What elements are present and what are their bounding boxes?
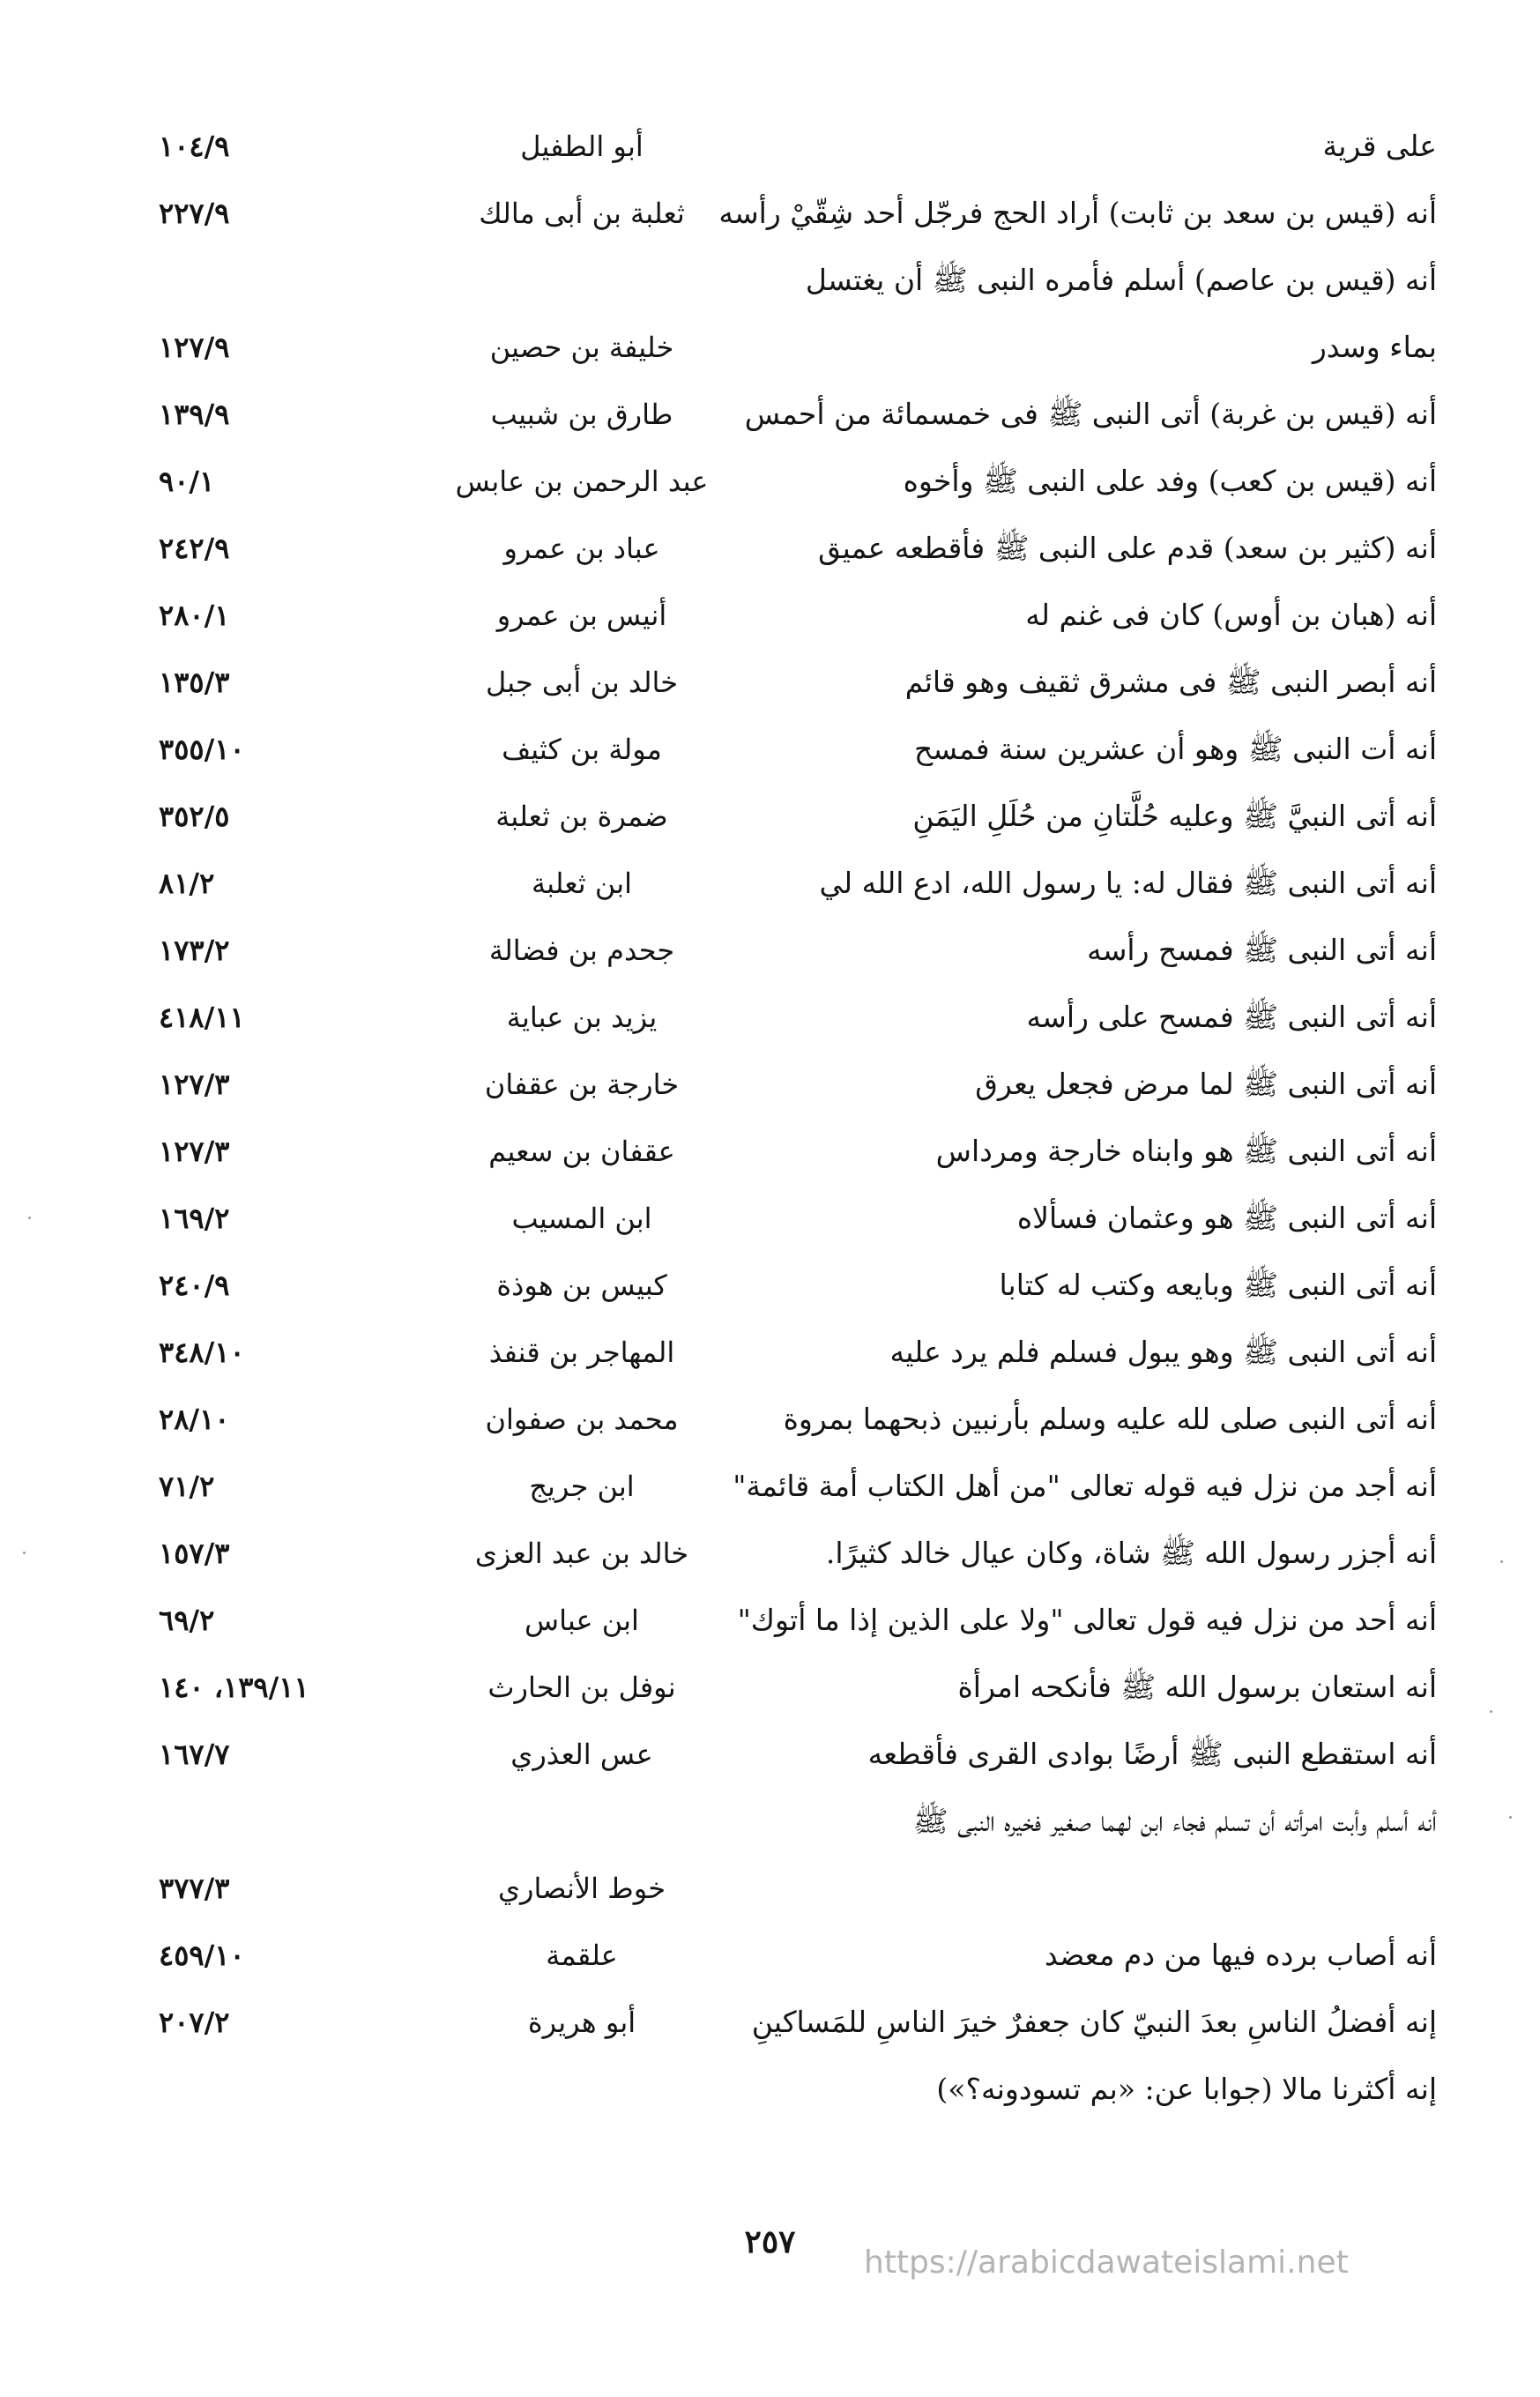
- index-row: [159, 1922, 1437, 1989]
- hadith-text: أنه (قيس بن كعب) وفد على النبى ﷺ وأخوه: [903, 464, 1437, 498]
- scan-speck: [23, 1552, 26, 1554]
- index-row: [159, 984, 1437, 1051]
- index-row: [159, 448, 1437, 515]
- index-row: [159, 1118, 1437, 1185]
- hadith-text: أنه (قيس بن غربة) أتى النبى ﷺ فى خمسمائة من أحمس: [744, 397, 1437, 431]
- index-row: [159, 582, 1437, 649]
- index-row: [159, 1386, 1437, 1453]
- hadith-text: أنه أتى النبى ﷺ هو وابناه خارجة ومرداس: [935, 1134, 1437, 1168]
- volume-page-reference: ٢٨/١٠: [159, 1403, 230, 1436]
- volume-page-reference: ١٣٥/٣: [159, 666, 230, 699]
- hadith-text: أنه استعان برسول الله ﷺ فأنكحه امرأة: [957, 1670, 1437, 1704]
- narrator-name: عس العذري: [510, 1738, 653, 1771]
- index-row: [159, 850, 1437, 917]
- narrator-name: محمد بن صفوان: [485, 1403, 679, 1436]
- hadith-text: على قرية: [1322, 129, 1437, 163]
- hadith-text: أنه أتى النبيَّ ﷺ وعليه حُلَّتانِ من حُلَلِ اليَمَنِ: [912, 799, 1437, 833]
- index-row: [159, 1185, 1437, 1252]
- hadith-text: أنه أصاب برده فيها من دم معضد: [1044, 1938, 1437, 1972]
- index-row: [159, 716, 1437, 783]
- hadith-text: إنه أفضلُ الناسِ بعدَ النبيّ كان جعفرٌ خيرَ الناسِ للمَساكينِ: [751, 2005, 1437, 2039]
- index-row: [159, 1721, 1437, 1788]
- volume-page-reference: ٩٠/١: [159, 465, 215, 498]
- narrator-name: ابن ثعلبة: [531, 867, 633, 900]
- volume-page-reference: ١٣٩/١١، ١٤٠: [159, 1671, 309, 1704]
- index-row: [159, 649, 1437, 716]
- index-row: [159, 783, 1437, 850]
- narrator-name: المهاجر بن قنفذ: [488, 1336, 675, 1369]
- volume-page-reference: ٤١٨/١١: [159, 1001, 245, 1034]
- narrator-name: مولة بن كثيف: [502, 733, 662, 766]
- narrator-name: ثعلبة بن أبى مالك: [479, 197, 685, 230]
- volume-page-reference: ٢٠٧/٢: [159, 2006, 230, 2039]
- narrator-name: جحدم بن فضالة: [488, 934, 675, 967]
- hadith-text: أنه أتى النبى ﷺ فمسح رأسه: [1087, 933, 1437, 967]
- volume-page-reference: ١٥٧/٣: [159, 1537, 230, 1570]
- volume-page-reference: ١٠٤/٩: [159, 130, 230, 163]
- hadith-text: أنه أسلم وأبت امرأته أن تسلم فجاء ابن لهما صغير فخيره النبى ﷺ: [912, 1804, 1437, 1838]
- hadith-index-table: [159, 113, 1437, 2123]
- narrator-name: يزيد بن عباية: [506, 1001, 658, 1034]
- volume-page-reference: ٢٨٠/١: [159, 599, 230, 632]
- hadith-text: أنه (هبان بن أوس) كان فى غنم له: [1025, 598, 1437, 632]
- hadith-text: أنه أجد من نزل فيه قوله تعالى "من أهل الكتاب أمة قائمة": [733, 1469, 1437, 1503]
- volume-page-reference: ٣٥٥/١٠: [159, 733, 245, 766]
- hadith-text: أنه أتى النبى ﷺ وبايعه وكتب له كتابا: [999, 1268, 1437, 1302]
- index-row: [159, 1252, 1437, 1319]
- index-row: [159, 1051, 1437, 1118]
- hadith-text: أنه أجزر رسول الله ﷺ شاة، وكان عيال خالد كثيرًا.: [825, 1536, 1437, 1570]
- narrator-name: عبد الرحمن بن عابس: [455, 465, 709, 498]
- volume-page-reference: ١٢٧/٣: [159, 1135, 230, 1168]
- index-row: [159, 1520, 1437, 1587]
- scan-speck: [1500, 1560, 1503, 1563]
- narrator-name: ابن جريج: [529, 1470, 635, 1503]
- volume-page-reference: ١٢٧/٩: [159, 331, 230, 364]
- hadith-text: أنه استقطع النبى ﷺ أرضًا بوادى القرى فأقطعه: [867, 1737, 1437, 1771]
- index-row: [159, 1319, 1437, 1386]
- index-row: [159, 515, 1437, 582]
- narrator-name: طارق بن شبيب: [490, 398, 673, 431]
- narrator-name: ابن المسيب: [511, 1202, 652, 1235]
- index-row: [159, 1654, 1437, 1721]
- volume-page-reference: ١٦٩/٢: [159, 1202, 230, 1235]
- index-row: [159, 1989, 1437, 2056]
- hadith-text: أنه (قيس بن عاصم) أسلم فأمره النبى ﷺ أن يغتسل بماء وسدر: [805, 263, 1437, 364]
- index-row: [159, 1788, 1437, 1922]
- volume-page-reference: ٣٤٨/١٠: [159, 1336, 245, 1369]
- hadith-text: أنه أحد من نزل فيه قول تعالى "ولا على الذين إذا ما أتوك": [737, 1603, 1437, 1637]
- hadith-text: أنه أتى النبى ﷺ لما مرض فجعل يعرق: [975, 1067, 1437, 1101]
- volume-page-reference: ٤٥٩/١٠: [159, 1939, 245, 1972]
- volume-page-reference: ٧١/٢: [159, 1470, 215, 1503]
- hadith-text: أنه أتى النبى صلى لله عليه وسلم بأرنبين ذبحهما بمروة: [783, 1402, 1437, 1436]
- narrator-name: أبو الطفيل: [520, 130, 644, 163]
- index-row: [159, 2056, 1437, 2123]
- volume-page-reference: ٢٢٧/٩: [159, 197, 230, 230]
- index-row: [159, 381, 1437, 448]
- narrator-name: خارجة بن عقفان: [484, 1068, 680, 1101]
- scan-speck: [28, 1217, 31, 1219]
- narrator-name: ضمرة بن ثعلبة: [495, 800, 668, 833]
- volume-page-reference: ١٢٧/٣: [159, 1068, 230, 1101]
- narrator-name: خالد بن عبد العزى: [474, 1537, 689, 1570]
- volume-page-reference: ٨١/٢: [159, 867, 215, 900]
- narrator-name: كبيس بن هوذة: [496, 1269, 667, 1302]
- page-number: ٢٥٧: [744, 2223, 796, 2260]
- watermark-url: https://arabicdawateislami.net: [864, 2244, 1349, 2281]
- narrator-name: عباد بن عمرو: [503, 532, 660, 565]
- hadith-text: أنه أت النبى ﷺ وهو أن عشرين سنة فمسح: [913, 732, 1437, 766]
- volume-page-reference: ١٧٣/٢: [159, 934, 230, 967]
- narrator-name: أبو هريرة: [527, 2006, 636, 2039]
- index-row: [159, 1587, 1437, 1654]
- volume-page-reference: ٦٩/٢: [159, 1604, 215, 1637]
- narrator-name: خوط الأنصاري: [497, 1872, 666, 1905]
- volume-page-reference: ٣٧٧/٣: [159, 1872, 230, 1905]
- narrator-name: نوفل بن الحارث: [487, 1671, 676, 1704]
- hadith-text: أنه أبصر النبى ﷺ فى مشرق ثقيف وهو قائم: [904, 665, 1437, 699]
- narrator-name: خليفة بن حصين: [489, 331, 674, 364]
- volume-page-reference: ٢٤٢/٩: [159, 532, 230, 565]
- index-row: [159, 247, 1437, 381]
- hadith-text: أنه (قيس بن سعد بن ثابت) أراد الحج فرجّل أحد شِقّيْ رأسه: [718, 196, 1437, 230]
- narrator-name: أنيس بن عمرو: [496, 599, 667, 632]
- volume-page-reference: ٢٤٠/٩: [159, 1269, 230, 1302]
- volume-page-reference: ١٣٩/٩: [159, 398, 230, 431]
- volume-page-reference: ١٦٧/٧: [159, 1738, 230, 1771]
- scan-speck: [1490, 1710, 1492, 1713]
- narrator-name: عقفان بن سعيم: [488, 1135, 675, 1168]
- volume-page-reference: ٣٥٢/٥: [159, 800, 230, 833]
- scan-speck: [1509, 1816, 1512, 1819]
- index-row: [159, 180, 1437, 247]
- hadith-text: إنه أكثرنا مالا (جوابا عن: «بم تسودونه؟»): [936, 2072, 1437, 2106]
- narrator-name: علقمة: [546, 1939, 618, 1972]
- hadith-text: أنه أتى النبى ﷺ وهو يبول فسلم فلم يرد عليه: [889, 1335, 1437, 1369]
- narrator-name: خالد بن أبى جبل: [486, 666, 678, 699]
- index-row: [159, 113, 1437, 180]
- narrator-name: ابن عباس: [524, 1604, 639, 1637]
- hadith-text: أنه أتى النبى ﷺ فقال له: يا رسول الله، ادع الله لي: [819, 866, 1437, 900]
- hadith-text: أنه أتى النبى ﷺ فمسح على رأسه: [1026, 1000, 1437, 1034]
- hadith-text: أنه (كثير بن سعد) قدم على النبى ﷺ فأقطعه عميق: [818, 531, 1437, 565]
- hadith-text: أنه أتى النبى ﷺ هو وعثمان فسألاه: [1016, 1201, 1437, 1235]
- index-row: [159, 1453, 1437, 1520]
- index-row: [159, 917, 1437, 984]
